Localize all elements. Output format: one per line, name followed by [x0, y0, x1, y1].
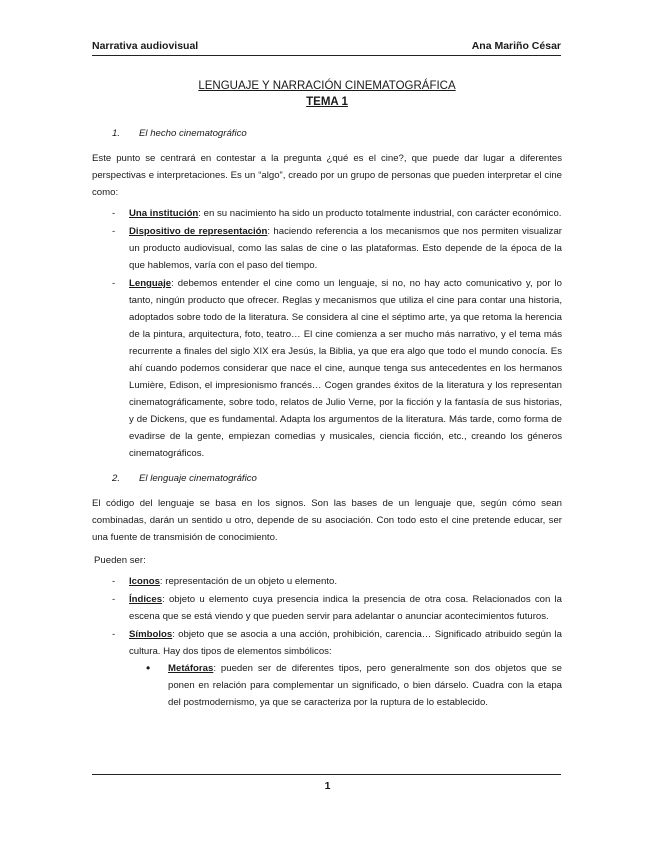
list-text: : representación de un objeto u elemento.	[159, 576, 337, 587]
page-number: 1	[324, 780, 331, 792]
list-text: : en su nacimiento ha sido un producto totalmente industrial, con carácter económico.	[198, 208, 562, 219]
page-content	[92, 78, 562, 719]
list-lead-in: Pueden ser:	[94, 555, 146, 566]
sub-list-item	[129, 660, 562, 711]
section-heading-1	[92, 125, 562, 142]
section-intro-1: Este punto se centrará en contestar a la pregunta ¿qué es el cine?, que puede dar lugar a diferentes perspectivas e interpretaciones. Es un “algo”, creado por un grupo de personas que pueden interpretar el cine como:	[92, 153, 562, 198]
list-item	[92, 591, 562, 625]
header-course: Narrativa audiovisual	[92, 40, 199, 52]
list-term: Una institución	[129, 208, 199, 219]
list-term: Lenguaje	[129, 278, 172, 289]
section-title: El lenguaje cinematográfico	[139, 473, 257, 484]
list-term: Iconos	[129, 576, 160, 587]
list-text: : debemos entender el cine como un lenguaje, si no, no hay acto comunicativo y, por lo tanto, ningún producto que ofrecer. Reglas y mecanismos que utiliza el cine para contar una historia, adoptados sobre todo de la literatura. Se considera al cine el séptimo arte, ya que retoma la herencia de la pintura, arquitectura, foto, teatro… El cine comienza a ser mucho más narrativo, y el tema más recurrente a finales del siglo XIX era Jesús, la Biblia, ya que era algo que todo el mundo conocía. Es ahí cuando podemos considerar que nace el cine, aunque tenga sus antecedentes en los hermanos Lumière, Edison, el impresionismo francés… Cogen grandes éxitos de la literatura y los representan cinematográficamente, sobre todo, relatos de Julio Verne, por la ficción y la fantasía de sus historias, y de Dickens, que es fundamental. Adapta los argumentos de la literatura. Más tarde, como forma de evadirse de la gente, empiezan comedias y musicales, ciencia ficción, etc., creando los géneros cinematográficos.	[129, 278, 562, 459]
section-intro-2: El código del lenguaje se basa en los signos. Son las bases de un lenguaje que, según cómo sean combinadas, darán un sentido u otro, depende de su asociación. Con todo esto el cine pretende educar, ser una fuente de transmisión de conocimiento.	[92, 498, 562, 543]
page-header	[92, 40, 561, 56]
list-item	[92, 626, 562, 711]
header-author: Ana Mariño César	[471, 40, 561, 52]
section-title: El hecho cinematográfico	[139, 128, 247, 139]
document-title: LENGUAJE Y NARRACIÓN CINEMATOGRÁFICA	[198, 80, 456, 92]
sub-list-text: : pueden ser de diferentes tipos, pero generalmente son dos objetos que se ponen en relación para complementar un significado, o bien dárselo. Cuadra con la etapa del postmodernismo, ya que se caracteriza por la ruptura de lo establecido.	[168, 663, 562, 708]
list-term: Símbolos	[129, 629, 173, 640]
list-term: Índices	[129, 594, 163, 605]
definition-list-2	[92, 573, 562, 711]
list-item	[92, 573, 562, 590]
list-text: : haciendo referencia a los mecanismos que nos permiten visualizar un producto audiovisual, como las salas de cine o las plataformas. Esto depende de la época de la que hablemos, varía con el paso del tiempo.	[129, 226, 563, 271]
document-subtitle: TEMA 1	[306, 96, 348, 108]
definition-list-1	[92, 205, 562, 462]
list-text: : objeto que se asocia a una acción, prohibición, carencia… Significado atribuido según la cultura. Hay dos tipos de elementos simbólicos:	[129, 629, 562, 657]
list-text: : objeto u elemento cuya presencia indica la presencia de otra cosa. Relacionados con la escena que se está viendo y que pueden servir para adelantar o anunciar acontecimientos futuros.	[129, 594, 562, 622]
footer-divider	[92, 774, 561, 775]
sub-bullet-list	[129, 660, 562, 711]
section-number: 1.	[112, 128, 121, 139]
list-term: Dispositivo de representación	[129, 226, 268, 237]
list-item	[92, 223, 562, 274]
section-heading-2	[92, 470, 562, 487]
list-item	[92, 205, 562, 222]
list-item	[92, 275, 562, 462]
sub-list-term: Metáforas	[168, 663, 214, 674]
section-number: 2.	[112, 473, 121, 484]
